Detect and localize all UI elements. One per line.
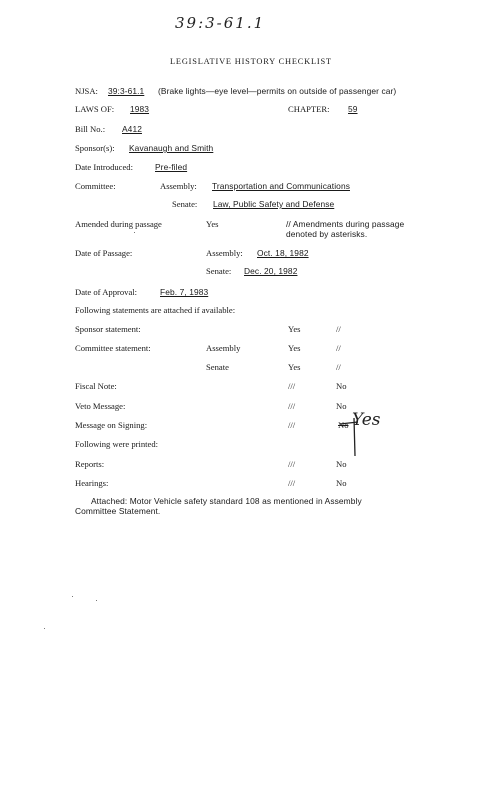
attached-note-line1: Attached: Motor Vehicle safety standard 108 as mentioned in Assembly — [91, 496, 362, 506]
committee-statement-assembly: Assembly — [206, 343, 241, 353]
reports-mark: /// — [288, 459, 296, 469]
fiscal-note-no: No — [336, 381, 347, 391]
committee-senate-label: Senate: — [172, 199, 198, 209]
amended-note-line2: denoted by asterisks. — [286, 229, 368, 239]
reports-no: No — [336, 459, 347, 469]
fiscal-note-label: Fiscal Note: — [75, 381, 117, 391]
passage-senate-label: Senate: — [206, 266, 232, 276]
bill-no-value: A412 — [122, 124, 142, 134]
following-attached-text: Following statements are attached if available: — [75, 305, 236, 315]
veto-message-mark: /// — [288, 401, 296, 411]
committee-statement-senate-yes: Yes — [288, 362, 301, 372]
committee-statement-assembly-yes: Yes — [288, 343, 301, 353]
message-on-signing-label: Message on Signing: — [75, 420, 148, 430]
passage-assembly-value: Oct. 18, 1982 — [257, 248, 309, 258]
bill-no-label: Bill No.: — [75, 124, 106, 134]
amended-value: Yes — [206, 219, 219, 229]
njsa-label: NJSA: — [75, 86, 98, 96]
page-title: LEGISLATIVE HISTORY CHECKLIST — [170, 57, 332, 66]
veto-message-no: No — [336, 401, 347, 411]
sponsors-value: Kavanaugh and Smith — [129, 143, 214, 153]
njsa-description: (Brake lights—eye level—permits on outside of passenger car) — [158, 86, 397, 96]
njsa-value: 39:3-61.1 — [108, 86, 145, 96]
sponsor-statement-yes: Yes — [288, 324, 301, 334]
passage-senate-value: Dec. 20, 1982 — [244, 266, 298, 276]
veto-message-label: Veto Message: — [75, 401, 126, 411]
committee-assembly-label: Assembly: — [160, 181, 197, 191]
fiscal-note-mark: /// — [288, 381, 296, 391]
message-on-signing-no-struck: No — [338, 420, 349, 430]
message-on-signing-mark: /// — [288, 420, 296, 430]
committee-label: Committee: — [75, 181, 116, 191]
committee-statement-senate: Senate — [206, 362, 229, 372]
reports-label: Reports: — [75, 459, 105, 469]
laws-of-value: 1983 — [130, 104, 150, 114]
amended-label: Amended during passage — [75, 219, 162, 229]
date-introduced-value: Pre-filed — [155, 162, 188, 172]
date-of-passage-label: Date of Passage: — [75, 248, 133, 258]
following-printed-text: Following were printed: — [75, 439, 159, 449]
sponsor-statement-mark: // — [336, 324, 341, 334]
message-on-signing-handwritten-yes: Yes — [352, 410, 381, 430]
laws-of-label: LAWS OF: — [75, 104, 115, 114]
date-of-approval-label: Date of Approval: — [75, 287, 138, 297]
handwritten-statute-number: 39:3-61.1 — [175, 14, 266, 32]
sponsors-label: Sponsor(s): — [75, 143, 115, 153]
chapter-label: CHAPTER: — [288, 104, 330, 114]
committee-statement-label: Committee statement: — [75, 343, 151, 353]
date-of-approval-value: Feb. 7, 1983 — [160, 287, 209, 297]
handwritten-mark-icon — [338, 414, 368, 458]
attached-note-line2: Committee Statement. — [75, 506, 161, 516]
committee-senate-value: Law, Public Safety and Defense — [213, 199, 335, 209]
hearings-mark: /// — [288, 478, 296, 488]
committee-statement-assembly-mark: // — [336, 343, 341, 353]
committee-statement-senate-mark: // — [336, 362, 341, 372]
date-introduced-label: Date Introduced: — [75, 162, 133, 172]
amended-note-line1: // Amendments during passage — [286, 219, 405, 229]
hearings-no: No — [336, 478, 347, 488]
chapter-value: 59 — [348, 104, 358, 114]
passage-assembly-label: Assembly: — [206, 248, 243, 258]
hearings-label: Hearings: — [75, 478, 109, 488]
sponsor-statement-label: Sponsor statement: — [75, 324, 141, 334]
committee-assembly-value: Transportation and Communications — [212, 181, 350, 191]
